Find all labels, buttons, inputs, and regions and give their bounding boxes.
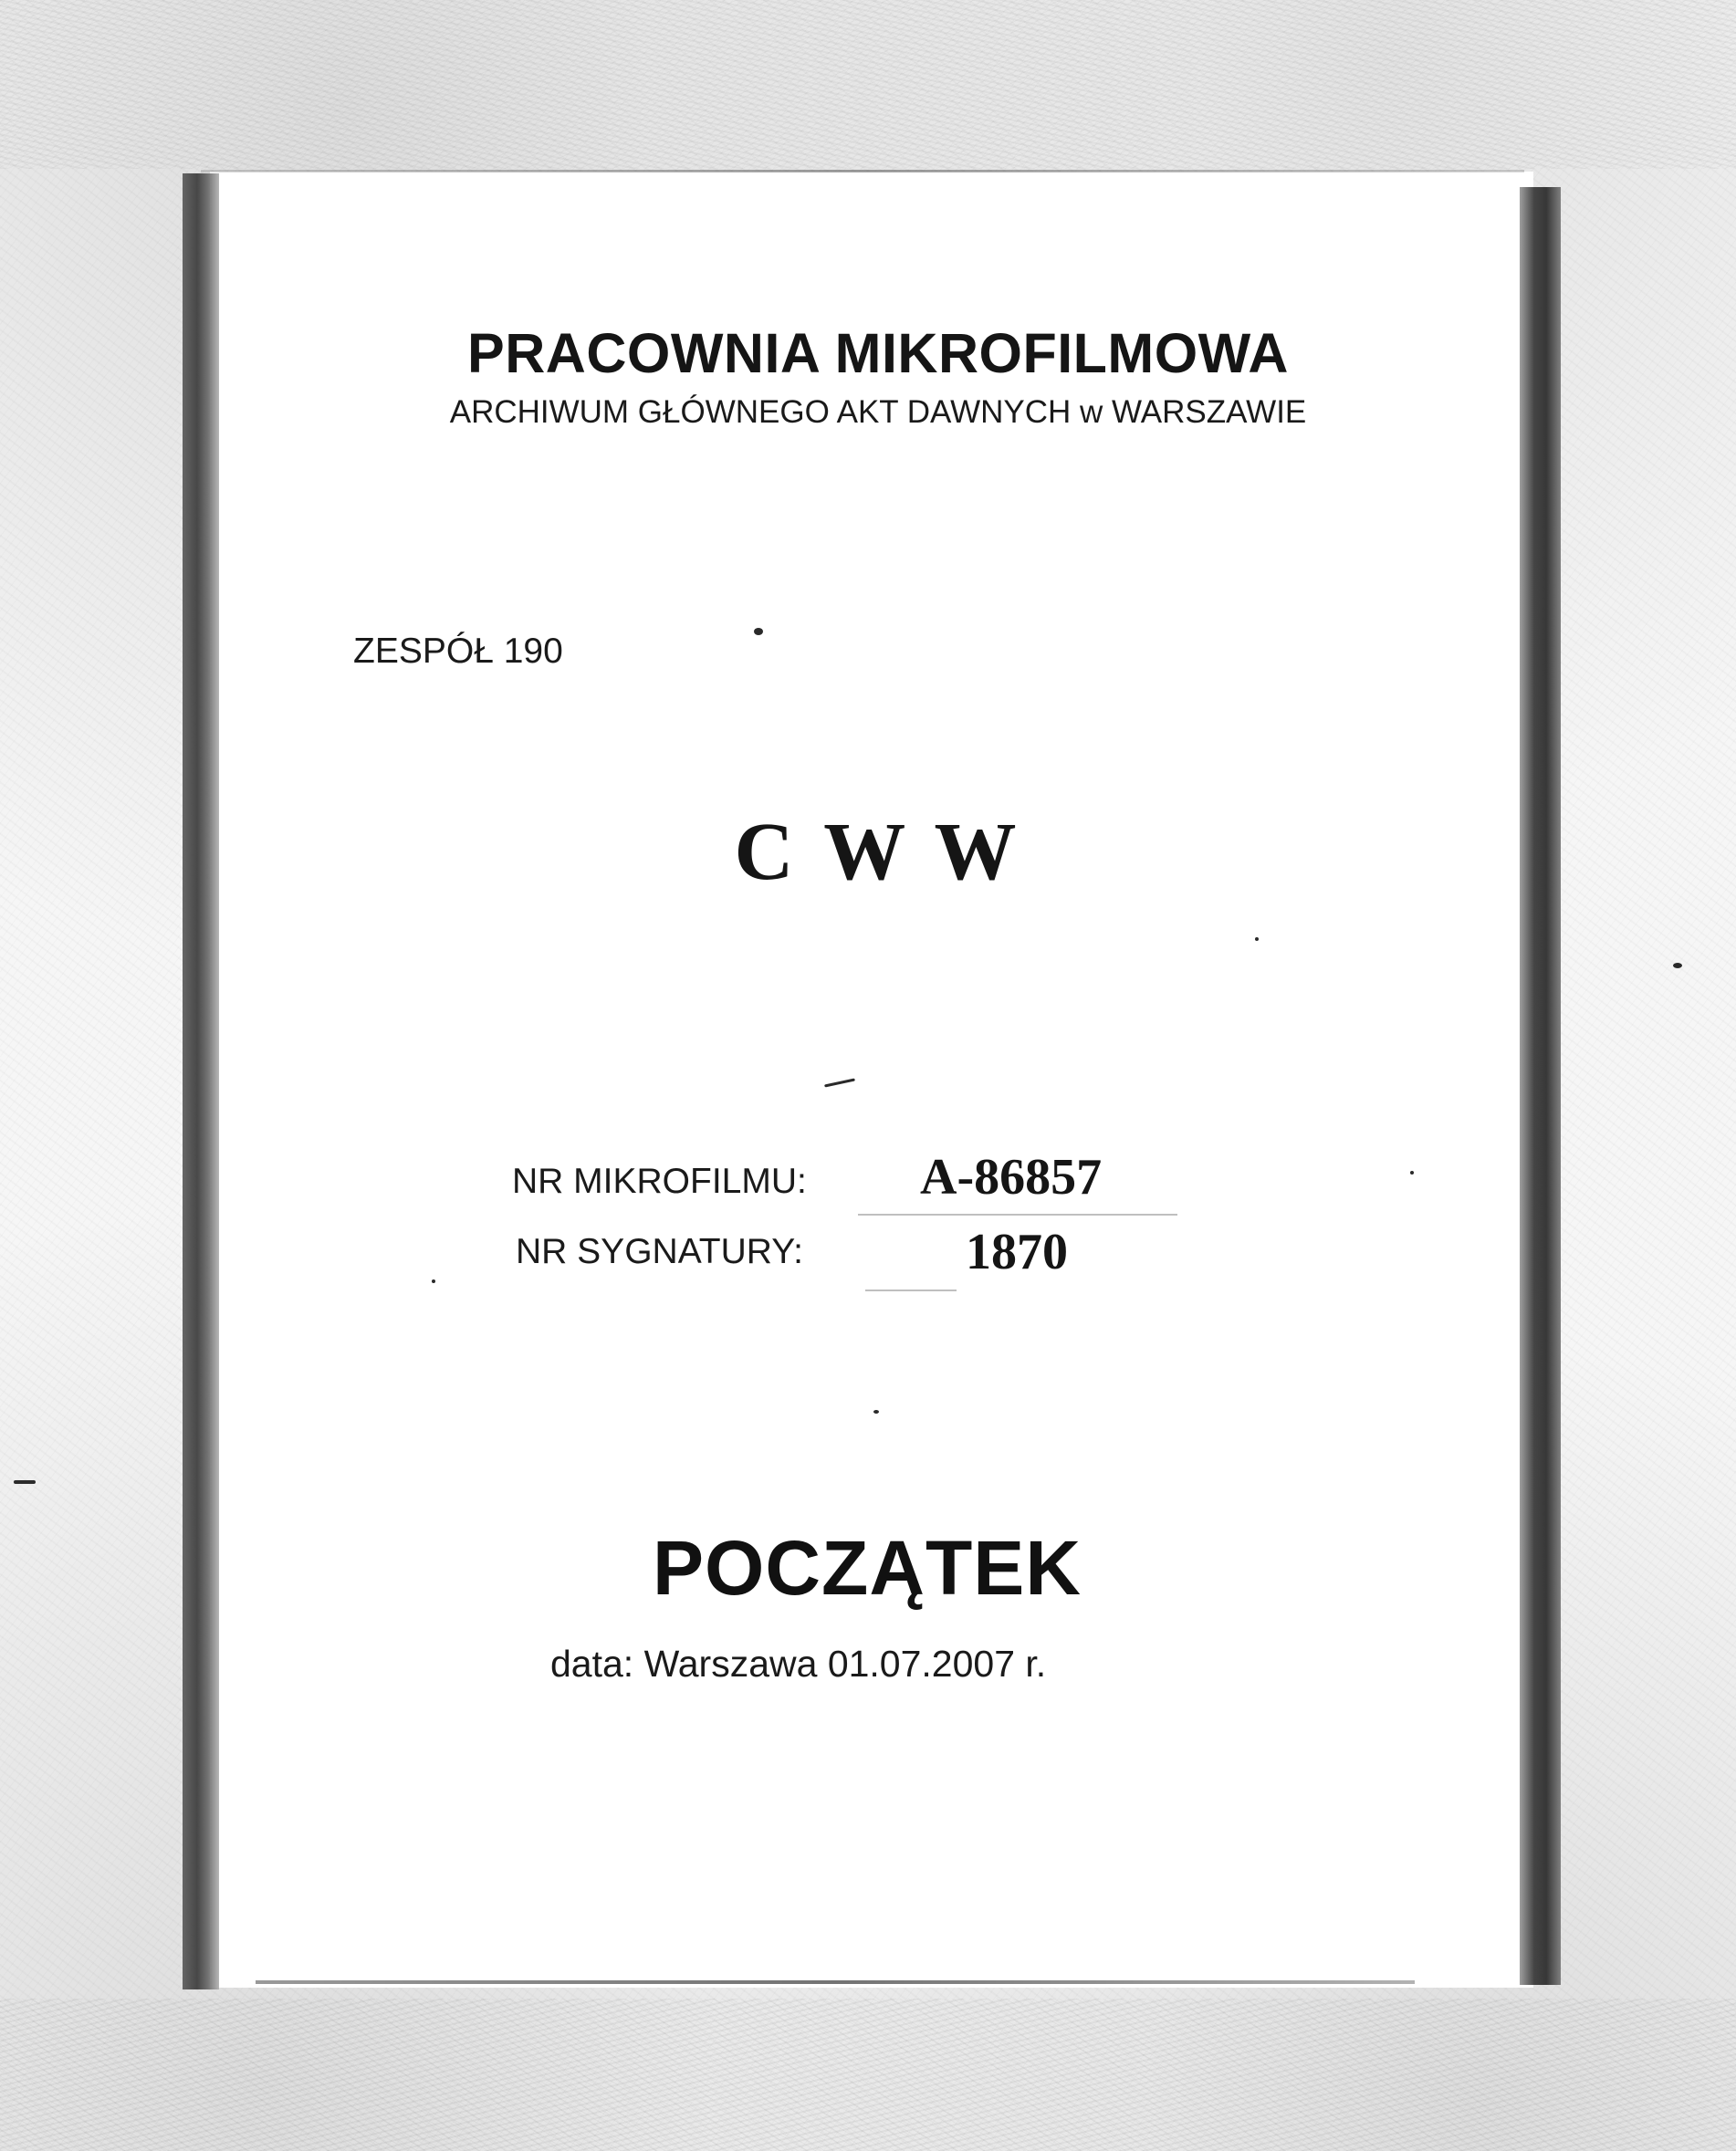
dust-speck — [14, 1480, 36, 1484]
date-line: data: Warszawa 01.07.2007 r. — [550, 1643, 1047, 1685]
scan-noise-top — [0, 0, 1736, 169]
dust-speck — [1410, 1171, 1414, 1175]
page-title: PRACOWNIA MIKROFILMOWA — [467, 322, 1289, 384]
signature-underline — [865, 1290, 957, 1291]
institution-subtitle: ARCHIWUM GŁÓWNEGO AKT DAWNYCH w WARSZAWIE — [449, 394, 1307, 430]
film-edge-left — [183, 173, 219, 1989]
target-sheet — [210, 172, 1533, 1988]
dust-speck — [754, 628, 763, 635]
zespol-label: ZESPÓŁ 190 — [353, 632, 563, 671]
dust-speck — [432, 1279, 435, 1283]
dust-speck — [1255, 937, 1259, 941]
signature-number-label: NR SYGNATURY: — [516, 1232, 803, 1271]
collection-code: C W W — [734, 807, 1022, 897]
dust-speck — [873, 1410, 879, 1414]
dust-speck — [1673, 963, 1682, 968]
microfilm-underline — [858, 1214, 1177, 1216]
sheet-bottom-edge — [256, 1980, 1415, 1984]
scan-noise-bottom — [0, 1999, 1736, 2151]
microfilm-number-label: NR MIKROFILMU: — [512, 1162, 807, 1201]
signature-number-value: 1870 — [966, 1224, 1068, 1280]
film-edge-right — [1520, 187, 1561, 1985]
microfilm-number-value: A-86857 — [920, 1149, 1103, 1206]
status-heading: POCZĄTEK — [653, 1525, 1082, 1611]
sheet-top-edge — [201, 170, 1524, 172]
